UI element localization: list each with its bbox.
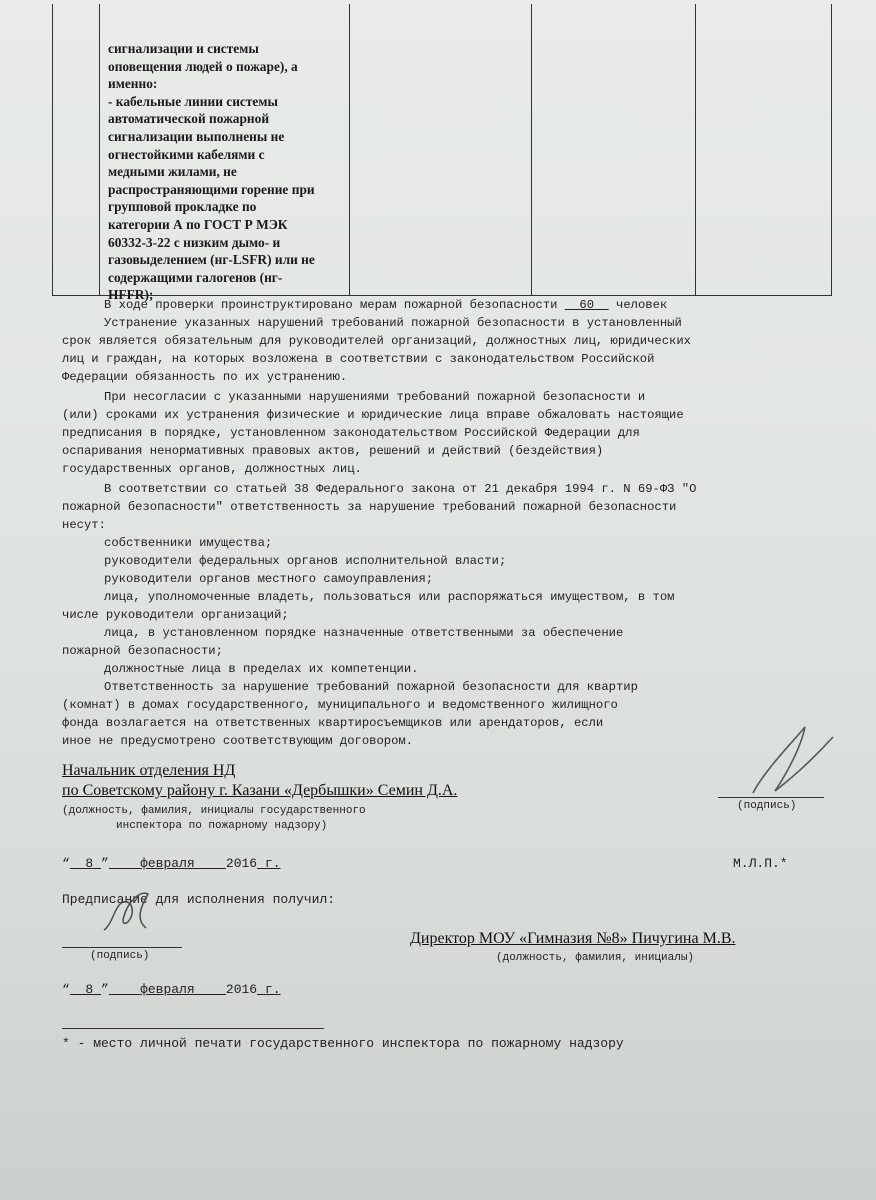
date-month <box>109 982 226 997</box>
date-year: 2016 <box>225 856 258 871</box>
people-count <box>565 298 609 312</box>
receipt-date <box>62 982 281 997</box>
cell-line: - кабельные линии системы <box>108 93 278 109</box>
date-day <box>70 982 101 997</box>
cell-line: групповой прокладке по <box>108 199 257 215</box>
cell-line: сигнализации выполнены не <box>108 128 285 144</box>
receiver-caption: (должность, фамилия, инициалы) <box>496 952 695 964</box>
inspector-position: Начальник отделения НД <box>62 762 236 779</box>
cell-line: сигнализации и системы <box>108 41 259 56</box>
body-line: срок является обязательным для руководителей организаций, должностных лиц, юридических <box>62 334 691 348</box>
quote-mark: ” <box>101 856 109 871</box>
date-year-suffix: _г. <box>257 856 281 871</box>
cell-line: распространяющими горение при <box>108 181 315 197</box>
date-day <box>70 856 101 871</box>
footnote: * - место личной печати государственного инспектора по пожарному надзору <box>62 1036 624 1051</box>
date-suffix-value: г. <box>264 982 281 997</box>
date-suffix-value: г. <box>264 856 281 871</box>
body-line: руководители органов местного самоуправления; <box>104 572 434 586</box>
cell-line: автоматической пожарной <box>108 111 270 127</box>
table-column-divider <box>99 4 100 295</box>
signature-caption: (подпись) <box>737 800 797 812</box>
body-line: Устранение указанных нарушений требований пожарной безопасности в установленный <box>104 316 682 330</box>
body-line: пожарной безопасности; <box>62 644 223 658</box>
inspector-signature-line <box>718 797 824 798</box>
body-line: Федерации обязанность по их устранению. <box>62 370 348 384</box>
body-line: (или) сроками их устранения физические и юридические лица вправе обжаловать настоящие <box>62 408 684 422</box>
body-line: лиц и граждан, на которых возложена в соответствии с законодательством Российской <box>62 352 655 366</box>
date-month-value: февраля <box>140 856 195 871</box>
receiver-name: Директор МОУ «Гимназия №8» Пичугина М.В. <box>410 930 736 947</box>
body-line <box>104 298 667 312</box>
body-line: предписания в порядке, установленном законодательством Российской Федерации для <box>62 426 640 440</box>
quote-mark: ” <box>101 982 109 997</box>
inspector-position-detail: по Советскому району г. Казани «Дербышки» Семин Д.А. <box>62 782 458 799</box>
cell-line: 60332-3-22 с низким дымо- и <box>108 234 281 250</box>
body-line: фонда возлагается на ответственных квартиросъемщиков или арендаторов, если <box>62 716 604 730</box>
quote-mark: “ <box>62 856 70 871</box>
body-line: пожарной безопасности" ответственность за нарушение требований пожарной безопасности <box>62 500 677 514</box>
inspector-caption: (должность, фамилия, инициалы государственного <box>62 805 366 817</box>
cell-line: HFFR); <box>108 287 154 303</box>
issue-date <box>62 856 281 871</box>
body-line: государственных органов, должностных лиц. <box>62 462 362 476</box>
body-line: (комнат) в домах государственного, муниципального и ведомственного жилищного <box>62 698 618 712</box>
date-day-value: 8 <box>85 856 94 871</box>
body-line: лица, уполномоченные владеть, пользоваться или распоряжаться имуществом, в том <box>104 590 675 604</box>
inspector-signature <box>735 715 855 805</box>
date-year-suffix: _г. <box>257 982 281 997</box>
body-line: должностные лица в пределах их компетенции. <box>104 662 419 676</box>
cell-line: именно: <box>108 76 158 92</box>
instruction-text: В ходе проверки проинструктировано мерам пожарной безопасности <box>104 298 558 312</box>
cell-line: медными жилами, не <box>108 164 237 180</box>
body-line: числе руководители организаций; <box>62 608 289 622</box>
date-month-value: февраля <box>140 982 195 997</box>
signature-caption: (подпись) <box>90 950 150 962</box>
table-column-divider <box>349 4 350 295</box>
date-day-value: 8 <box>85 982 94 997</box>
seal-place-label: М.Л.П.* <box>733 856 788 871</box>
cell-line: газовыделением (нг-LSFR) или не <box>108 252 315 268</box>
footnote-separator <box>62 1028 324 1029</box>
people-unit: человек <box>616 298 668 312</box>
body-line: Ответственность за нарушение требований пожарной безопасности для квартир <box>104 680 638 694</box>
inspector-caption: инспектора по пожарному надзору) <box>116 820 328 832</box>
cell-line: огнестойкими кабелями с <box>108 146 265 162</box>
cell-line: содержащими галогенов (нг- <box>108 269 283 285</box>
body-line: лица, в установленном порядке назначенные ответственными за обеспечение <box>104 626 624 640</box>
table-column-divider <box>531 4 532 295</box>
date-month <box>109 856 226 871</box>
receiver-signature-line <box>62 947 182 948</box>
receiver-heading: Предписание для исполнения получил: <box>62 892 336 907</box>
date-year: 2016 <box>225 982 258 997</box>
cell-line: категории А по ГОСТ Р МЭК <box>108 216 288 232</box>
violation-description-cell <box>108 40 344 304</box>
quote-mark: “ <box>62 982 70 997</box>
body-line: собственники имущества; <box>104 536 273 550</box>
receiver-signature <box>90 880 180 940</box>
body-line: руководители федеральных органов исполнительной власти; <box>104 554 507 568</box>
table-column-divider <box>695 4 696 295</box>
cell-line: оповещения людей о пожаре), а <box>108 58 298 74</box>
people-count-value: 60 <box>579 298 595 312</box>
body-line: иное не предусмотрено соответствующим договором. <box>62 734 414 748</box>
body-line: оспаривания ненормативных правовых актов, решений и действий (бездействия) <box>62 444 604 458</box>
body-line: В соответствии со статьей 38 Федерального закона от 21 декабря 1994 г. N 69-ФЗ "О <box>104 482 697 496</box>
body-line: При несогласии с указанными нарушениями требований пожарной безопасности и <box>104 390 646 404</box>
body-line: несут: <box>62 518 106 532</box>
